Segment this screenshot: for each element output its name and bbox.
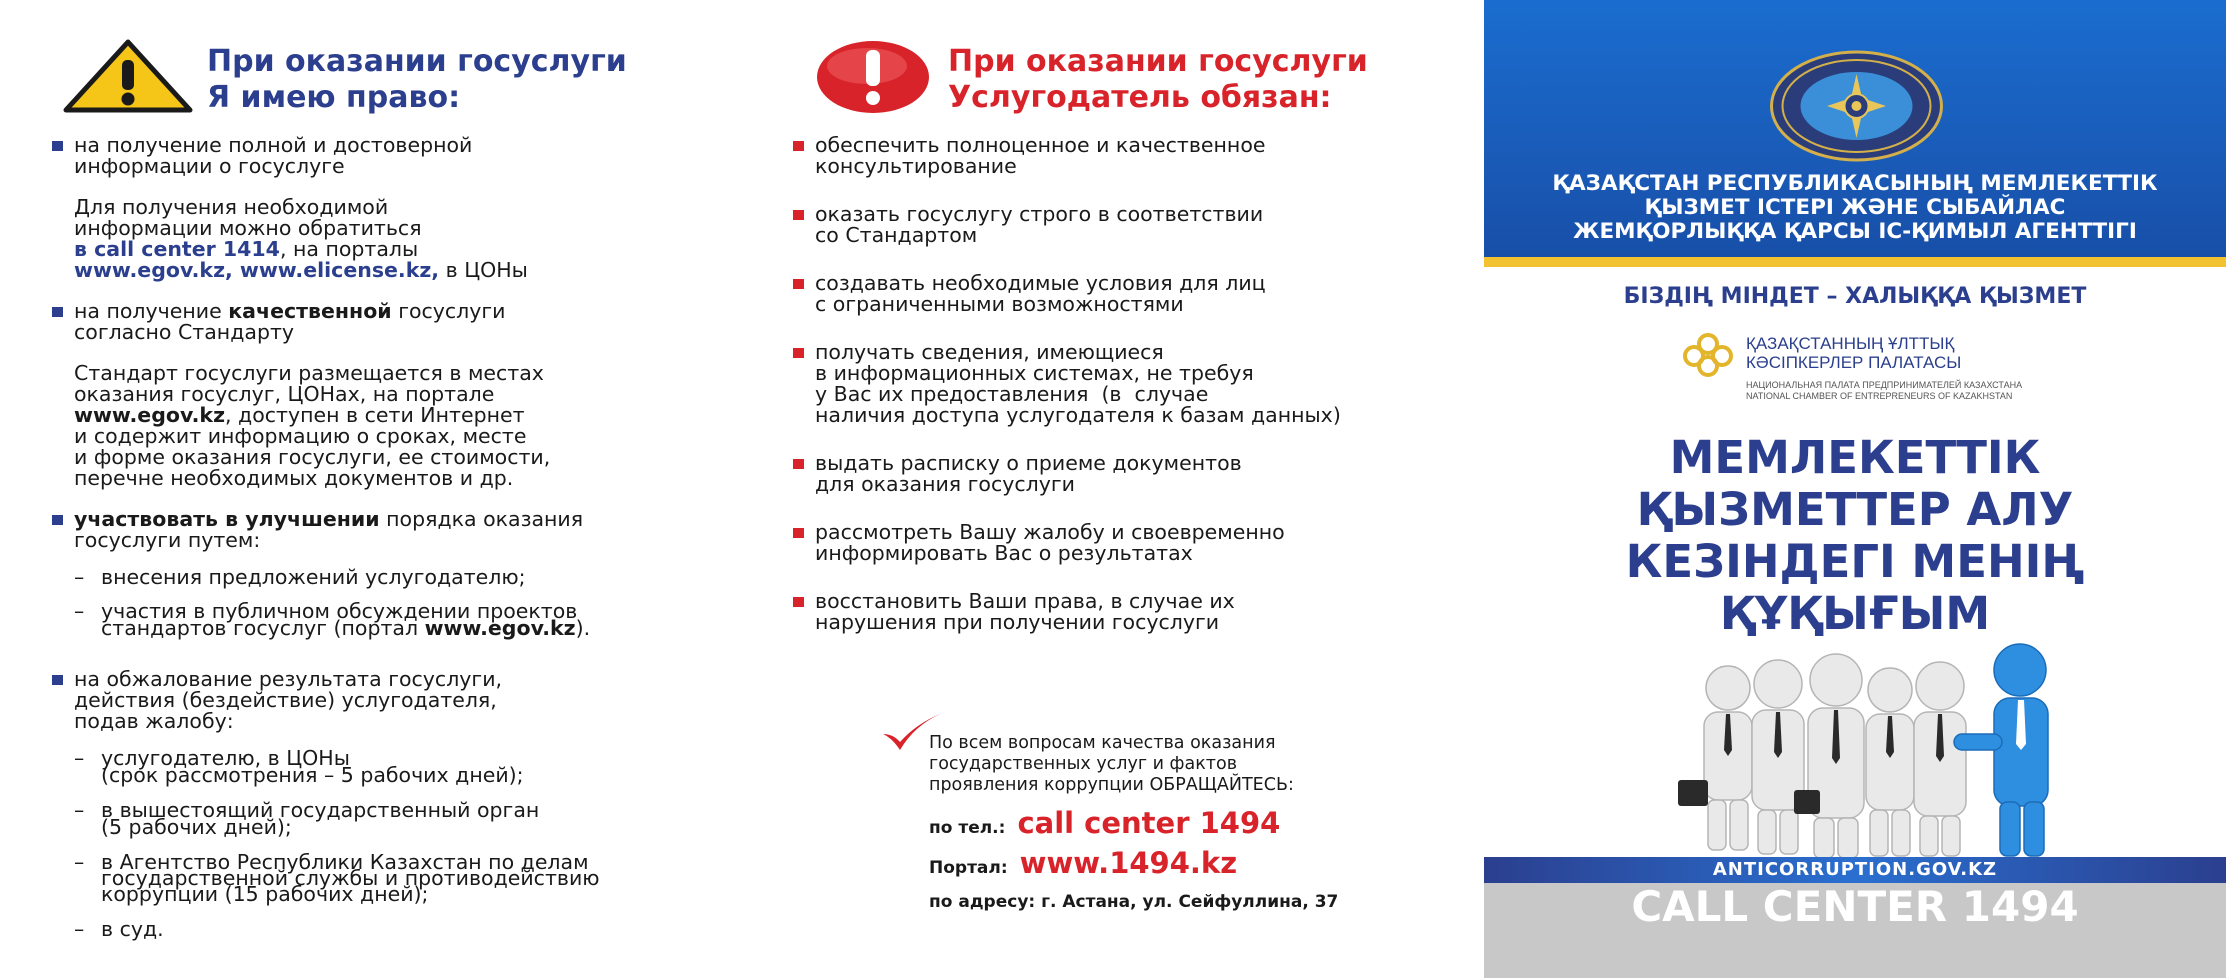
chamber-emblem-icon — [1676, 330, 1740, 380]
obligation-item: обеспечить полноценное и качественное консультирование — [815, 135, 1465, 177]
obligation-item: получать сведения, имеющиеся в информационных системах, не требуя у Вас их предоставления (в случае наличия доступа услугодателя к базам данных) — [815, 342, 1465, 426]
rights-list — [74, 135, 714, 940]
contact-note: По всем вопросам качества оказания государственных услуг и фактов проявления коррупции ОБРАЩАЙТЕСЬ: — [929, 733, 1294, 795]
warning-icon — [62, 38, 194, 114]
agency-name: ҚАЗАҚСТАН РЕСПУБЛИКАСЫНЫҢ МЕМЛЕКЕТТІК ҚЫЗМЕТ ІСТЕРІ ЖӘНЕ СЫБАЙЛАС ЖЕМҚОРЛЫҚҚА ҚАРСЫ ІС-ҚИМЫЛ АГЕНТТІГІ — [1552, 171, 2158, 244]
chamber-logo — [1676, 330, 2076, 406]
people-illustration — [1654, 640, 2074, 860]
exclamation-icon — [815, 38, 931, 116]
rights-item-info: на получение полной и достоверной информации о госуслуге Для получения необходимой информации можно обратиться в call center 1414, на порталы www.egov.kz, www.elicense.kz, в ЦОНы — [74, 135, 714, 281]
obligation-item: создавать необходимые условия для лиц с ограниченными возможностями — [815, 273, 1465, 315]
portal-url: www.1494.kz — [1019, 846, 1238, 880]
obligation-item: восстановить Ваши права, в случае их нарушения при получении госуслуги — [815, 591, 1465, 633]
agency-emblem-icon — [1769, 50, 1944, 162]
obligation-item: выдать расписку о приеме документов для оказания госуслуги — [815, 453, 1465, 495]
call-center-1414: в call center 1414 — [74, 237, 280, 261]
rights-heading: При оказании госуслуги Я имею право: — [207, 44, 627, 115]
rights-item-quality: на получение качественной госуслуги согласно Стандарту Стандарт госуслуги размещается в местах оказания госуслуг, ЦОНах, на портале www.egov.kz, доступен в сети Интернет и содержит информацию о сроках, месте и форме оказания госуслуги, ее стоимости, перечне необходимых документов и др. — [74, 301, 714, 489]
yellow-stripe — [1484, 257, 2226, 267]
obligations-list — [815, 135, 1465, 660]
chamber-subtitle: НАЦИОНАЛЬНАЯ ПАЛАТА ПРЕДПРИНИМАТЕЛЕЙ КАЗАХСТАНА NATIONAL CHAMBER OF ENTREPRENEURS OF KAZAKHSTAN — [1746, 380, 2023, 401]
portal-links: www.egov.kz, www.elicense.kz, — [74, 258, 440, 282]
motto: БІЗДІҢ МІНДЕТ – ХАЛЫҚҚА ҚЫЗМЕТ — [1623, 284, 2087, 309]
obligations-heading: При оказании госуслуги Услугодатель обязан: — [948, 44, 1368, 115]
rights-item-improve: участвовать в улучшении порядка оказания госуслуги путем: – внесения предложений услугодателю; – участия в публичном обсуждении проектов стандартов госуслуг (портал www.egov.kz). — [74, 509, 714, 637]
obligation-item: оказать госуслугу строго в соответствии со Стандартом — [815, 204, 1465, 246]
portal-label: Портал: — [929, 858, 1008, 878]
contact-block — [929, 733, 1338, 912]
website: ANTICORRUPTION.GOV.KZ — [1712, 859, 1998, 880]
panel-title: МЕМЛЕКЕТТІК ҚЫЗМЕТТЕР АЛУ КЕЗІНДЕГІ МЕНІҢ ҚҰҚЫҒЫМ — [1625, 431, 2085, 640]
address: по адресу: г. Астана, ул. Сейфуллина, 37 — [929, 892, 1339, 912]
right-panel — [1484, 0, 2226, 978]
obligation-item: рассмотреть Вашу жалобу и своевременно информировать Вас о результатах — [815, 522, 1465, 564]
phone-label: по тел.: — [929, 818, 1006, 838]
chamber-name: ҚАЗАҚСТАННЫҢ ҰЛТТЫҚ КӘСІПКЕРЛЕР ПАЛАТАСЫ — [1746, 334, 1962, 372]
rights-item-appeal: на обжалование результата госуслуги, действия (бездействие) услугодателя, подав жалобу: – услугодателю, в ЦОНы (срок рассмотрения – 5 рабочих дней); – в вышестоящий государственный орган (5 рабочих дней); – в Агентство Республики Казахстан по делам государственной службы и противодействию коррупции (15 рабочих дней); – в суд. — [74, 669, 714, 940]
phone-number: call center 1494 — [1017, 806, 1281, 840]
call-center: CALL CENTER 1494 — [1631, 882, 2079, 931]
